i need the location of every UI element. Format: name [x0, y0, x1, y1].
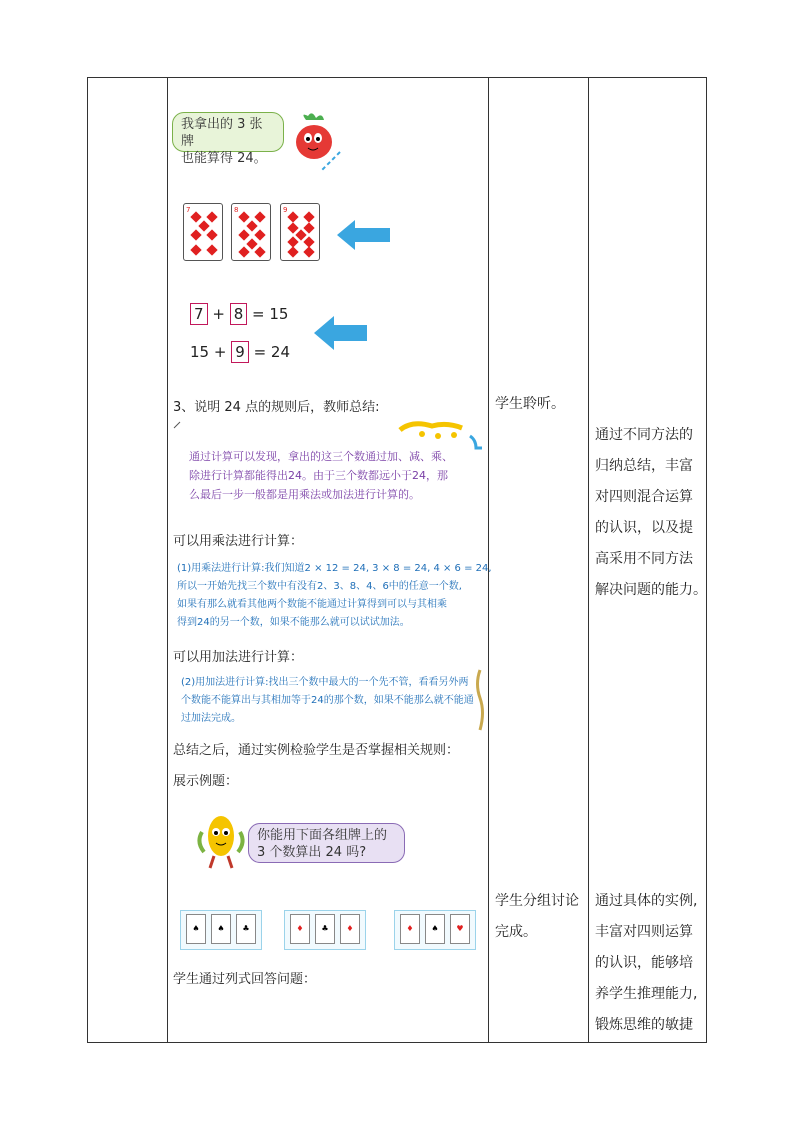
student-discuss-text	[495, 886, 579, 948]
purpose-line: 对四则混合运算	[595, 489, 693, 505]
eq1-operand-b: 8	[230, 303, 248, 325]
small-card-spade: ♠	[211, 914, 231, 944]
purpose-line: 的认识，以及提	[595, 520, 693, 536]
radish-character-icon	[286, 112, 346, 174]
equation-2	[190, 341, 290, 363]
purpose-line: 高采用不同方法	[595, 551, 693, 567]
example-heading: 展示例题：	[173, 774, 239, 789]
summary-line: 除进行计算都能得出24。由于三个数都远小于24，那	[189, 469, 448, 482]
corn-character-icon	[194, 812, 250, 870]
multiply-paragraph	[177, 560, 492, 632]
speech-bubble-radish	[172, 112, 284, 166]
equation-1	[190, 303, 288, 325]
answer-text: 学生通过列式回答问题：	[173, 972, 317, 987]
small-card-spade: ♠	[186, 914, 206, 944]
eq2-result: = 24	[253, 343, 290, 361]
bubble-line: 我拿出的 3 张牌	[181, 117, 263, 149]
eq2-operand-b: 9	[231, 341, 249, 363]
left-arrow-icon	[337, 220, 391, 250]
purpose-line: 丰富对四则运算	[595, 924, 693, 940]
multiply-line: 所以一开始先找三个数中有没有2、3、8、4、6中的任意一个数,	[177, 581, 462, 592]
small-card-heart: ♥	[450, 914, 470, 944]
purpose-line: 归纳总结，丰富	[595, 458, 693, 474]
add-line: (2)用加法进行计算:找出三个数中最大的一个先不管，看看另外两	[181, 677, 469, 688]
student-listen-text: 学生聆听。	[495, 396, 565, 412]
check-text: 总结之后，通过实例检验学生是否掌握相关规则：	[173, 743, 460, 758]
small-card-club: ♣	[315, 914, 335, 944]
add-line: 个数能不能算出与其相加等于24的那个数，如果不能那么就不能通	[181, 695, 474, 706]
bubble-line: 也能算得 24。	[181, 151, 267, 166]
summary-line: 么最后一步一般都是用乘法或加法进行计算的。	[189, 488, 420, 501]
eq2-operator: +	[213, 343, 227, 361]
purpose-line: 通过具体的实例,	[595, 893, 698, 909]
add-line: 过加法完成。	[181, 713, 241, 724]
card-group-2	[284, 910, 366, 950]
purpose-line: 解决问题的能力。	[595, 582, 707, 598]
card-rank: 7	[186, 206, 191, 214]
playing-card-7	[183, 203, 223, 261]
card-rank: 9	[283, 206, 288, 214]
eq2-operand-a: 15	[190, 343, 210, 361]
small-card-diamond: ♦	[340, 914, 360, 944]
student-discuss-line: 完成。	[495, 924, 537, 940]
multiply-line: (1)用乘法进行计算:我们知道2 × 12 = 24, 3 × 8 = 24, 4 × 6 = 24,	[177, 563, 492, 574]
column-divider-1	[167, 77, 168, 1043]
column-divider-3	[588, 77, 589, 1043]
purpose-line: 锻炼思维的敏捷	[595, 1017, 693, 1033]
small-card-diamond: ♦	[290, 914, 310, 944]
step-3-text: 3、说明 24 点的规则后，教师总结:	[173, 400, 380, 415]
purpose-line: 的认识，能够培	[595, 955, 693, 971]
left-arrow-icon	[314, 316, 368, 350]
small-card-diamond: ♦	[400, 914, 420, 944]
multiply-line: 得到24的另一个数，如果不能那么就可以试试加法。	[177, 617, 410, 628]
purpose-line: 通过不同方法的	[595, 427, 693, 443]
small-card-club: ♣	[236, 914, 256, 944]
add-paragraph	[181, 674, 474, 728]
playing-card-9	[280, 203, 320, 261]
eq1-operand-a: 7	[190, 303, 208, 325]
card-rank: 8	[234, 206, 239, 214]
student-discuss-line: 学生分组讨论	[495, 893, 579, 909]
multiply-heading: 可以用乘法进行计算：	[173, 534, 304, 549]
purpose-line: 养学生推理能力,	[595, 986, 698, 1002]
multiply-line: 如果有那么就看其他两个数能不能通过计算得到可以与其相乘	[177, 599, 447, 610]
card-group-3	[394, 910, 476, 950]
eq1-operator: +	[212, 305, 225, 323]
bubble-line: 你能用下面各组牌上的	[257, 828, 388, 843]
bubble-line: 3 个数算出 24 吗?	[257, 845, 367, 860]
eq1-result: = 15	[252, 305, 289, 323]
small-card-spade: ♠	[425, 914, 445, 944]
card-group-1	[180, 910, 262, 950]
purpose-block-2	[595, 886, 697, 1041]
summary-paragraph	[189, 447, 453, 504]
playing-card-8	[231, 203, 271, 261]
summary-line: 通过计算可以发现，拿出的这三个数通过加、减、乘、	[189, 450, 453, 463]
add-heading: 可以用加法进行计算：	[173, 650, 304, 665]
purpose-block-1	[595, 420, 707, 606]
speech-bubble-corn	[248, 823, 405, 863]
decorative-vine-icon	[474, 668, 486, 732]
